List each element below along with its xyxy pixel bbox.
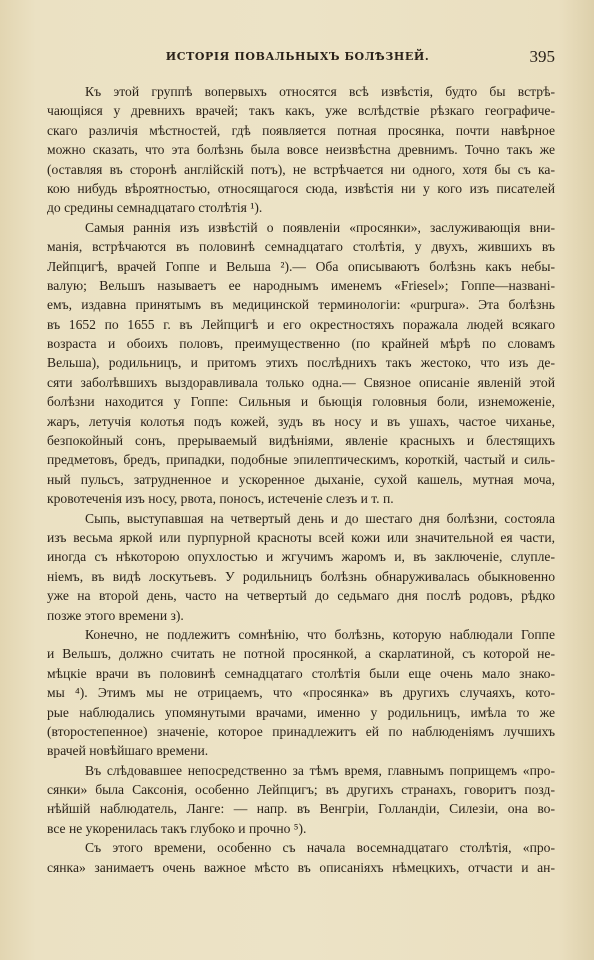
text-line: въ 1652 по 1655 г. въ Лейпцигѣ и его окрестностяхъ поражала людей всякаго xyxy=(47,316,555,332)
page-header xyxy=(40,47,555,67)
text-line: жаръ, летучія колотья подъ кожей, зудъ въ носу и въ ушахъ, частое чиханье, xyxy=(47,413,555,429)
text-line: Конечно, не подлежитъ сомнѣнію, что болѣзнь, которую наблюдали Гоппе xyxy=(85,626,555,642)
text-line: все не укоренилась такъ глубоко и прочно ⁵). xyxy=(47,820,307,836)
body-text xyxy=(47,82,555,877)
text-line: болѣзни находится у Гоппе: Сильныя и бьющія головныя боли, изнеможеніе, xyxy=(47,394,555,410)
text-line: скаго различія мѣстностей, гдѣ появляется потная просянка, почти навѣрное xyxy=(47,122,555,138)
text-line: ніемъ, въ видѣ лоскутьевъ. У родильницъ болѣзнь обнаруживалась обыкновенно xyxy=(47,568,555,584)
text-line: позже этого времени з). xyxy=(47,607,184,623)
text-line: мѣцкіе врачи въ половинѣ семнадцатаго столѣтія были еще очень мало знако- xyxy=(47,665,555,681)
page-number: 395 xyxy=(529,47,555,66)
text-line: валую; Вельшъ называетъ ее народнымъ именемъ «Friesel»; Гоппе—названі- xyxy=(47,277,555,293)
text-line: врачей новѣйшаго времени. xyxy=(47,743,209,759)
text-line: сянка» занимаетъ очень важное мѣсто въ описаніяхъ нѣмецкихъ, отчасти и ан- xyxy=(47,859,555,875)
text-line: (второстепенное) значеніе, которое принадлежитъ ей по наблюденіямъ лучшихъ xyxy=(47,723,555,739)
text-line: манія, встрѣчаются въ половинѣ семнадцатаго столѣтія, у двухъ, жившихъ въ xyxy=(47,239,555,255)
text-line: изъ весьма яркой или пурпурной красноты всей кожи или значительной ея части, xyxy=(47,529,555,545)
text-line: уже на второй день, часто на четвертый до седьмаго дня послѣ родовъ, рѣдко xyxy=(47,588,555,604)
text-line: возраста и обоихъ половъ, преимущественно (по крайней мѣрѣ по словамъ xyxy=(47,336,555,352)
text-line: Вельша), родильницъ, и притомъ этихъ послѣднихъ такъ жестоко, что изъ де- xyxy=(47,355,555,371)
text-line: и Вельшъ, должно считать не потной просянкой, а скарлатиной, съ которой не- xyxy=(47,646,555,662)
text-line: Лейпцигѣ, врачей Гоппе и Вельша ²).— Оба описываютъ болѣзнь какъ небы- xyxy=(47,258,555,274)
text-line: Къ этой группѣ вопервыхъ относятся всѣ извѣстія, будто бы встрѣ- xyxy=(85,84,555,99)
text-line: можно сказать, что эта болѣзнь была вовсе неизвѣстна древнимъ. Точно такъ же xyxy=(47,142,555,158)
text-line: мы ⁴). Этимъ мы не отрицаемъ, что «просянка» въ другихъ случаяхъ, кото- xyxy=(47,685,555,701)
text-line: кою нибудь вѣроятностью, относящагося сюда, извѣстія ни у кого изъ писателей xyxy=(47,180,555,196)
text-line: нѣйшій наблюдатель, Ланге: — напр. въ Венгріи, Голландіи, Силезіи, она во- xyxy=(47,801,555,817)
text-line: иногда съ нѣкоторою опухлостью и жгучимъ жаромъ и, въ заключеніе, слупле- xyxy=(47,549,555,565)
text-line: емъ, издавна принятымъ въ медицинской терминологіи: «purpura». Эта болѣзнь xyxy=(47,297,555,313)
running-title: ИСТОРІЯ ПОВАЛЬНЫХЪ БОЛѢЗНЕЙ. xyxy=(165,50,430,63)
text-line: (оставляя въ сторонѣ англійскій потъ), не встрѣчается ни одного, хотя бы съ ка- xyxy=(47,161,555,177)
text-line: Въ слѣдовавшее непосредственно за тѣмъ время, главнымъ поприщемъ «про- xyxy=(85,762,555,778)
text-line: сянки» была Саксонія, особенно Лейпцигъ; въ другихъ странахъ, говоритъ позд- xyxy=(47,782,555,798)
text-line: Самыя раннія изъ извѣстій о появленіи «просянки», заслуживающія вни- xyxy=(85,219,555,235)
text-line: рые наблюдались упомянутыми врачами, именно у родильницъ, имѣла то же xyxy=(47,704,555,720)
text-line: ный пульсъ, затрудненное и ускоренное дыханіе, сухой кашель, мутная моча, xyxy=(47,471,555,487)
text-line: Съ этого времени, особенно съ начала восемнадцатаго столѣтія, «про- xyxy=(85,840,555,856)
text-line: сяти заболѣвшихъ выздоравливала только одна.— Связное описаніе явленій этой xyxy=(47,374,555,390)
text-line: безпокойный сонъ, прерываемый видѣніями, явленіе красныхъ и блестящихъ xyxy=(47,433,555,449)
text-line: чающіяся у древнихъ врачей; такъ какъ, уже вслѣдствіе рѣзкаго географиче- xyxy=(47,103,555,119)
text-line: до средины семнадцатаго столѣтія ¹). xyxy=(47,200,263,216)
text-line: Сыпь, выступавшая на четвертый день и до шестаго дня болѣзни, состояла xyxy=(85,510,555,526)
text-line: кровотеченія изъ носу, рвота, поносъ, истеченіе слезъ и т. п. xyxy=(47,491,394,507)
text-line: предметовъ, бредъ, припадки, подобные эпилептическимъ, короткій, частый и силь- xyxy=(47,452,555,468)
